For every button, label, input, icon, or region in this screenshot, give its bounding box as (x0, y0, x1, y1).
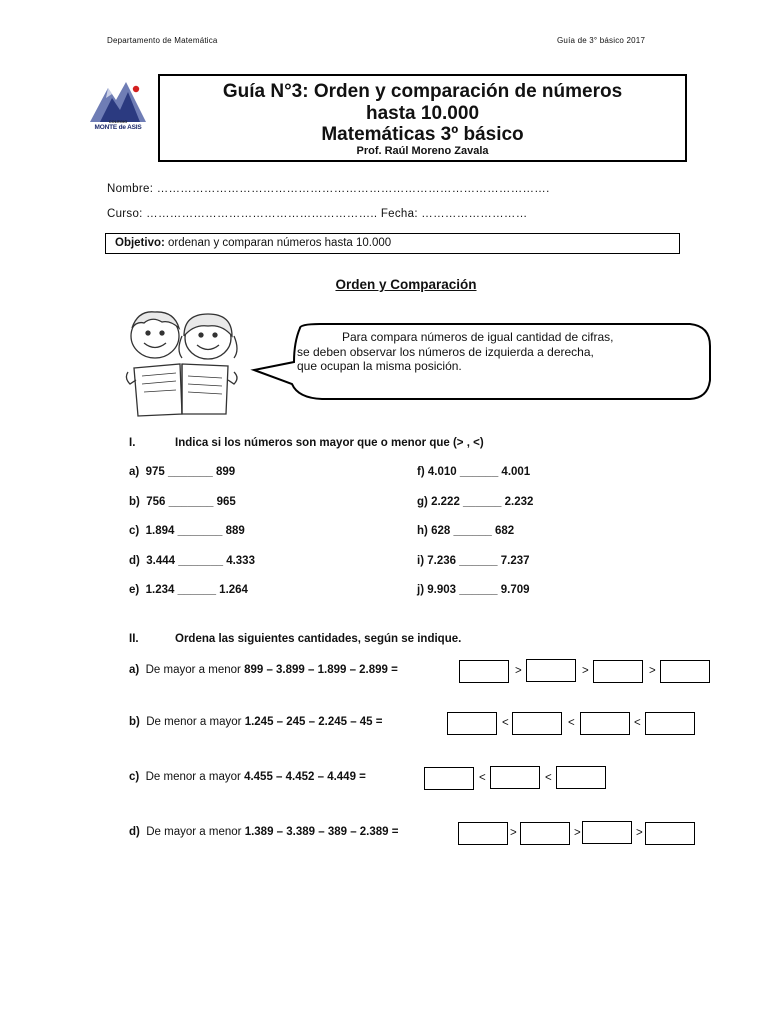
answer-box[interactable] (645, 822, 695, 845)
title-box (158, 74, 687, 162)
compare-item-i[interactable]: i) 7.236 ______ 7.237 (417, 555, 530, 567)
bubble-line-2: se deben observar los números de izquierda a derecha, (297, 344, 594, 359)
answer-box[interactable] (526, 659, 576, 682)
compare-item-g[interactable]: g) 2.222 ______ 2.232 (417, 496, 534, 508)
objective-label: Objetivo: (115, 237, 165, 249)
guide-title: Guía N°3: Orden y comparación de números (222, 81, 623, 102)
less-symbol: < (545, 772, 552, 784)
guide-title-line2: hasta 10.000 (365, 103, 480, 124)
subject-title: Matemáticas 3º básico (321, 124, 524, 145)
section-title: Orden y Comparación (335, 277, 477, 292)
answer-box[interactable] (660, 660, 710, 683)
header-guide: Guía de 3° básico 2017 (557, 36, 646, 45)
order-item-b: b) De menor a mayor 1.245 – 245 – 2.245 – 45 = (129, 716, 383, 728)
bubble-text (297, 330, 707, 374)
part2-numeral: II. (129, 633, 139, 645)
compare-item-b[interactable]: b) 756 _______ 965 (129, 496, 236, 508)
greater-symbol: > (574, 827, 581, 839)
less-symbol: < (568, 717, 575, 729)
order-item-a: a) De mayor a menor 899 – 3.899 – 1.899 – 2.899 = (129, 664, 398, 676)
compare-item-h[interactable]: h) 628 ______ 682 (417, 525, 515, 537)
less-symbol: < (502, 717, 509, 729)
compare-item-f[interactable]: f) 4.010 ______ 4.001 (417, 466, 531, 478)
less-symbol: < (479, 772, 486, 784)
answer-box[interactable] (458, 822, 508, 845)
greater-symbol: > (510, 827, 517, 839)
less-symbol: < (634, 717, 641, 729)
part2-instruction: Ordena las siguientes cantidades, según se indique. (175, 633, 462, 645)
greater-symbol: > (515, 665, 522, 677)
objective-text: ordenan y comparan números hasta 10.000 (164, 237, 392, 249)
kids-reading-illustration (122, 306, 242, 418)
answer-box[interactable] (593, 660, 643, 683)
logo-name: MONTE de ASIS (94, 124, 142, 131)
answer-box[interactable] (447, 712, 497, 735)
answer-box[interactable] (645, 712, 695, 735)
objective-box (105, 233, 680, 254)
compare-item-e[interactable]: e) 1.234 ______ 1.264 (129, 584, 248, 596)
answer-box[interactable] (459, 660, 509, 683)
teacher-name: Prof. Raúl Moreno Zavala (356, 145, 489, 157)
greater-symbol: > (582, 665, 589, 677)
greater-symbol: > (636, 827, 643, 839)
bubble-line-3: que ocupan la misma posición. (297, 359, 462, 373)
logo-subtitle: COLEGIO (108, 119, 128, 124)
school-logo (88, 78, 158, 142)
header-department: Departamento de Matemática (107, 36, 218, 45)
part1-numeral: I. (129, 437, 136, 449)
answer-box[interactable] (580, 712, 630, 735)
answer-box[interactable] (556, 766, 606, 789)
answer-box[interactable] (520, 822, 570, 845)
name-field[interactable]: Nombre: ………………………………………………………………………………………. (107, 183, 550, 195)
greater-symbol: > (649, 665, 656, 677)
course-date-field[interactable]: Curso: ………………………………………………….. Fecha: ……………………… (107, 208, 528, 220)
answer-box[interactable] (490, 766, 540, 789)
compare-item-a[interactable]: a) 975 _______ 899 (129, 466, 236, 478)
part1-instruction: Indica si los números son mayor que o menor que (> , <) (175, 437, 484, 449)
compare-item-c[interactable]: c) 1.894 _______ 889 (129, 525, 245, 537)
answer-box[interactable] (512, 712, 562, 735)
answer-box[interactable] (424, 767, 474, 790)
order-item-c: c) De menor a mayor 4.455 – 4.452 – 4.449 = (129, 771, 366, 783)
answer-box[interactable] (582, 821, 632, 844)
compare-item-d[interactable]: d) 3.444 _______ 4.333 (129, 555, 255, 567)
compare-item-j[interactable]: j) 9.903 ______ 9.709 (417, 584, 530, 596)
order-item-d: d) De mayor a menor 1.389 – 3.389 – 389 – 2.389 = (129, 826, 399, 838)
bubble-line-1: Para compara números de igual cantidad de cifras, (342, 330, 614, 344)
